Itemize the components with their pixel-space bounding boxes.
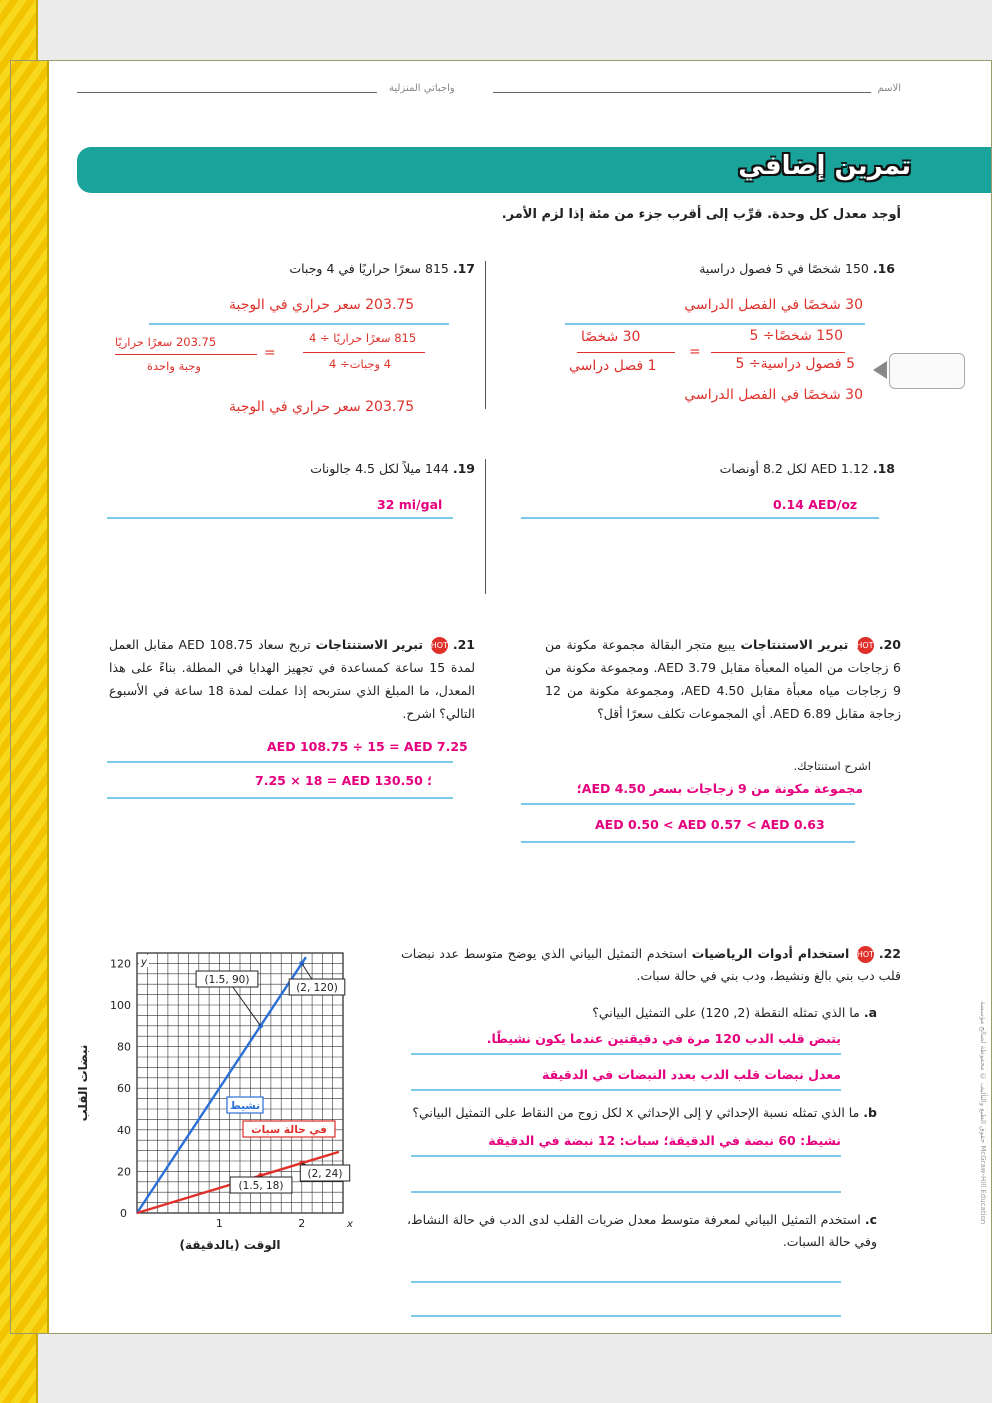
hot-badge-icon: HOT	[431, 637, 448, 654]
reference-note-box	[889, 353, 965, 389]
hibernating-point-label-2: (2, 24)	[307, 1168, 343, 1180]
q20-answer-line-2[interactable]	[521, 841, 855, 843]
q22-body: استخدم التمثيل البياني الذي يوضح متوسط عدد نبضات قلب دب بني بالغ ونشيط، ودب بني في حالة سبات.	[401, 946, 901, 983]
q19-answer-line[interactable]	[107, 517, 453, 519]
name-line[interactable]	[493, 92, 871, 93]
q22b-answer: نشيط: 60 نبضة في الدقيقة؛ سبات: 12 نبضة في الدقيقة	[488, 1133, 841, 1148]
q20-answer1: مجموعة مكونة من 9 زجاجات بسعر AED 4.50؛	[576, 781, 863, 796]
q17-eq-equals: =	[264, 345, 276, 361]
y-tick-label: 100	[110, 999, 131, 1012]
q18-answer-line[interactable]	[521, 517, 879, 519]
q20-number: 20.	[878, 637, 901, 652]
q21-answer-line-1[interactable]	[107, 761, 453, 763]
reference-arrow-icon	[873, 361, 887, 379]
q16-eq-right-bar	[577, 352, 675, 353]
q16-answer-bottom: 30 شخصًا في الفصل الدراسي	[684, 387, 863, 403]
q16-answer-line[interactable]	[565, 323, 865, 325]
legend-hibernating: في حالة سبات	[251, 1124, 327, 1136]
q19-text: 144 ميلاً لكل 4.5 جالونات	[310, 461, 449, 476]
x-tick-label: 2	[298, 1217, 306, 1230]
y-axis-letter: y	[141, 957, 147, 968]
q22a-answer-line-1[interactable]	[411, 1053, 841, 1055]
x-axis-label: الوقت (بالدقيقة)	[179, 1238, 281, 1252]
section-banner	[77, 147, 992, 193]
y-tick-label: 20	[117, 1165, 131, 1179]
q22b-label: b.	[863, 1105, 877, 1120]
q20-heading: تبرير الاستنتاجات	[740, 637, 849, 652]
q20-block	[545, 633, 901, 725]
q18-text: AED 1.12 لكل 8.2 أونصات	[719, 461, 869, 476]
hot-badge-icon: HOT	[857, 946, 874, 963]
q17-prompt	[289, 261, 475, 276]
legend-active: نشيط	[229, 1100, 261, 1112]
q20-paragraph	[545, 633, 901, 725]
q21-number: 21.	[452, 637, 475, 652]
q18-prompt	[720, 461, 895, 476]
active-point-label-1: (1.5, 90)	[204, 974, 250, 986]
q22c-prompt	[407, 1209, 877, 1253]
q20-body: يبيع متجر البقالة مجموعة مكونة من 6 زجاجات من المياه المعبأة مقابل AED 3.79. ومجموعة مكونة من 9 زجاجات مياه معبأة مقابل AED 4.50، ومجموعة مكونة من 12 زجاجة مقابل AED 6.89. أي المجموعات تكلف سعرًا أقل؟	[545, 637, 901, 721]
y-tick-label: 40	[117, 1123, 131, 1137]
homework-label: واجباتي المنزلية	[389, 83, 455, 94]
y-axis-label: نبضات القلب	[76, 1044, 90, 1122]
q22b-answer-line-1[interactable]	[411, 1155, 841, 1157]
q21-answer2: 7.25 × 18 = AED 130.50 ؛	[255, 773, 433, 788]
copyright-side-text: حقوق الطبع والتأليف © محفوظة لصالح مؤسسة McGraw-Hill Education	[979, 1001, 987, 1225]
q21-paragraph	[109, 633, 475, 725]
q16-eq-left-den: 5 فصول دراسية÷ 5	[735, 356, 855, 372]
q22c-answer-line-2[interactable]	[411, 1315, 841, 1317]
q22a-text: ما الذي تمثله النقطة (2, 120) على التمثيل البياني؟	[592, 1005, 860, 1020]
q20-explain: اشرح استنتاجك.	[793, 759, 871, 773]
q22c-label: c.	[864, 1212, 877, 1227]
q22a-label: a.	[863, 1005, 877, 1020]
left-yellow-stripe	[11, 61, 49, 1333]
q19-answer: 32 mi/gal	[377, 497, 443, 512]
q16-prompt	[699, 261, 895, 276]
q17-eq-right-num: 203.75 سعرًا حراريًا	[115, 335, 217, 349]
q22b-prompt	[412, 1105, 877, 1120]
active-point-label-2: (2, 120)	[296, 982, 338, 994]
q17-eq-left-den: 4 وجبات÷ 4	[329, 357, 392, 371]
y-tick-label: 60	[117, 1082, 131, 1096]
q17-eq-left-bar	[303, 352, 425, 353]
q22a-answer2: معدل نبضات قلب الدب بعدد النبضات في الدقيقة	[541, 1067, 841, 1082]
banner-title: تمرين إضافي	[738, 151, 911, 181]
homework-line	[77, 92, 377, 93]
q22c-text: استخدم التمثيل البياني لمعرفة متوسط معدل ضربات القلب لدى الدب في حالة النشاط، وفي حالة السبات.	[407, 1212, 877, 1249]
q16-eq-right-num: 30 شخصًا	[581, 329, 641, 345]
x-axis-letter: x	[347, 1219, 353, 1230]
q16-eq-left-num: 150 شخصًا÷ 5	[749, 328, 843, 344]
q20-answer2: AED 0.50 < AED 0.57 < AED 0.63	[595, 817, 825, 832]
q22-block	[401, 943, 901, 987]
origin-label: 0	[120, 1207, 127, 1220]
name-label: الاسم	[877, 83, 901, 94]
q22a-prompt	[592, 1005, 877, 1020]
q21-answer-line-2[interactable]	[107, 797, 453, 799]
q17-eq-right-den: وجبة واحدة	[147, 359, 201, 373]
q22-heading: استخدام أدوات الرياضيات	[691, 946, 850, 961]
q17-eq-left-num: 815 سعرًا حراريًا ÷ 4	[309, 331, 417, 345]
q17-eq-right-bar	[115, 354, 257, 355]
q18-answer: 0.14 AED/oz	[773, 497, 858, 512]
q20-answer-line-1[interactable]	[521, 803, 855, 805]
hibernating-point-label-1: (1.5, 18)	[238, 1180, 284, 1192]
q22a-answer1: يتبض قلب الدب 120 مرة في دقيقتين عندما يكون نشيطًا.	[486, 1031, 841, 1046]
q22-number: 22.	[878, 946, 901, 961]
q16-eq-right-den: 1 فصل دراسي	[569, 358, 657, 374]
q16-eq-equals: =	[689, 344, 701, 360]
heart-rate-chart	[67, 941, 367, 1261]
q22a-answer-line-2[interactable]	[411, 1089, 841, 1091]
q16-text: 150 شخصًا في 5 فصول دراسية	[699, 261, 869, 276]
q21-block	[109, 633, 475, 725]
q21-answer1: AED 108.75 ÷ 15 = AED 7.25	[267, 739, 468, 754]
column-divider-1	[485, 261, 486, 409]
q17-number: 17.	[452, 261, 475, 276]
q22b-answer-line-2[interactable]	[411, 1191, 841, 1193]
q21-body: تربح سعاد AED 108.75 مقابل العمل لمدة 15 ساعة كمساعدة في تجهيز الهدايا في المطلة. بناءً على هذا المعدل، ما المبلغ الذي ستربحه إذا عملت لمدة 18 ساعة في الأسبوع التالي؟ اشرح.	[109, 637, 475, 721]
q19-number: 19.	[452, 461, 475, 476]
q16-eq-left-bar	[711, 352, 845, 353]
q18-number: 18.	[872, 461, 895, 476]
q22b-text: ما الذي تمثله نسبة الإحداثي y إلى الإحداثي x لكل زوج من النقاط على التمثيل البياني؟	[412, 1105, 860, 1120]
y-tick-label: 80	[117, 1040, 131, 1054]
q17-text: 815 سعرًا حراريًا في 4 وجبات	[289, 261, 449, 276]
q19-prompt	[310, 461, 475, 476]
q16-number: 16.	[872, 261, 895, 276]
q21-heading: تبرير الاستنتاجات	[315, 637, 424, 652]
column-divider-2	[485, 459, 486, 594]
q22c-answer-line-1[interactable]	[411, 1281, 841, 1283]
x-tick-label: 1	[215, 1217, 223, 1230]
worksheet-page	[10, 60, 992, 1334]
q17-answer-line[interactable]	[149, 323, 449, 325]
instructions: أوجد معدل كل وحدة. قرِّب إلى أقرب جزء من مئة إذا لزم الأمر.	[501, 207, 901, 222]
q17-answer-top: 203.75 سعر حراري في الوجبة	[229, 297, 415, 313]
y-tick-label: 120	[110, 957, 131, 971]
q16-answer-top: 30 شخصًا في الفصل الدراسي	[684, 297, 863, 313]
hot-badge-icon: HOT	[857, 637, 874, 654]
q22-paragraph	[401, 943, 901, 987]
q17-answer-bottom: 203.75 سعر حراري في الوجبة	[229, 399, 415, 415]
